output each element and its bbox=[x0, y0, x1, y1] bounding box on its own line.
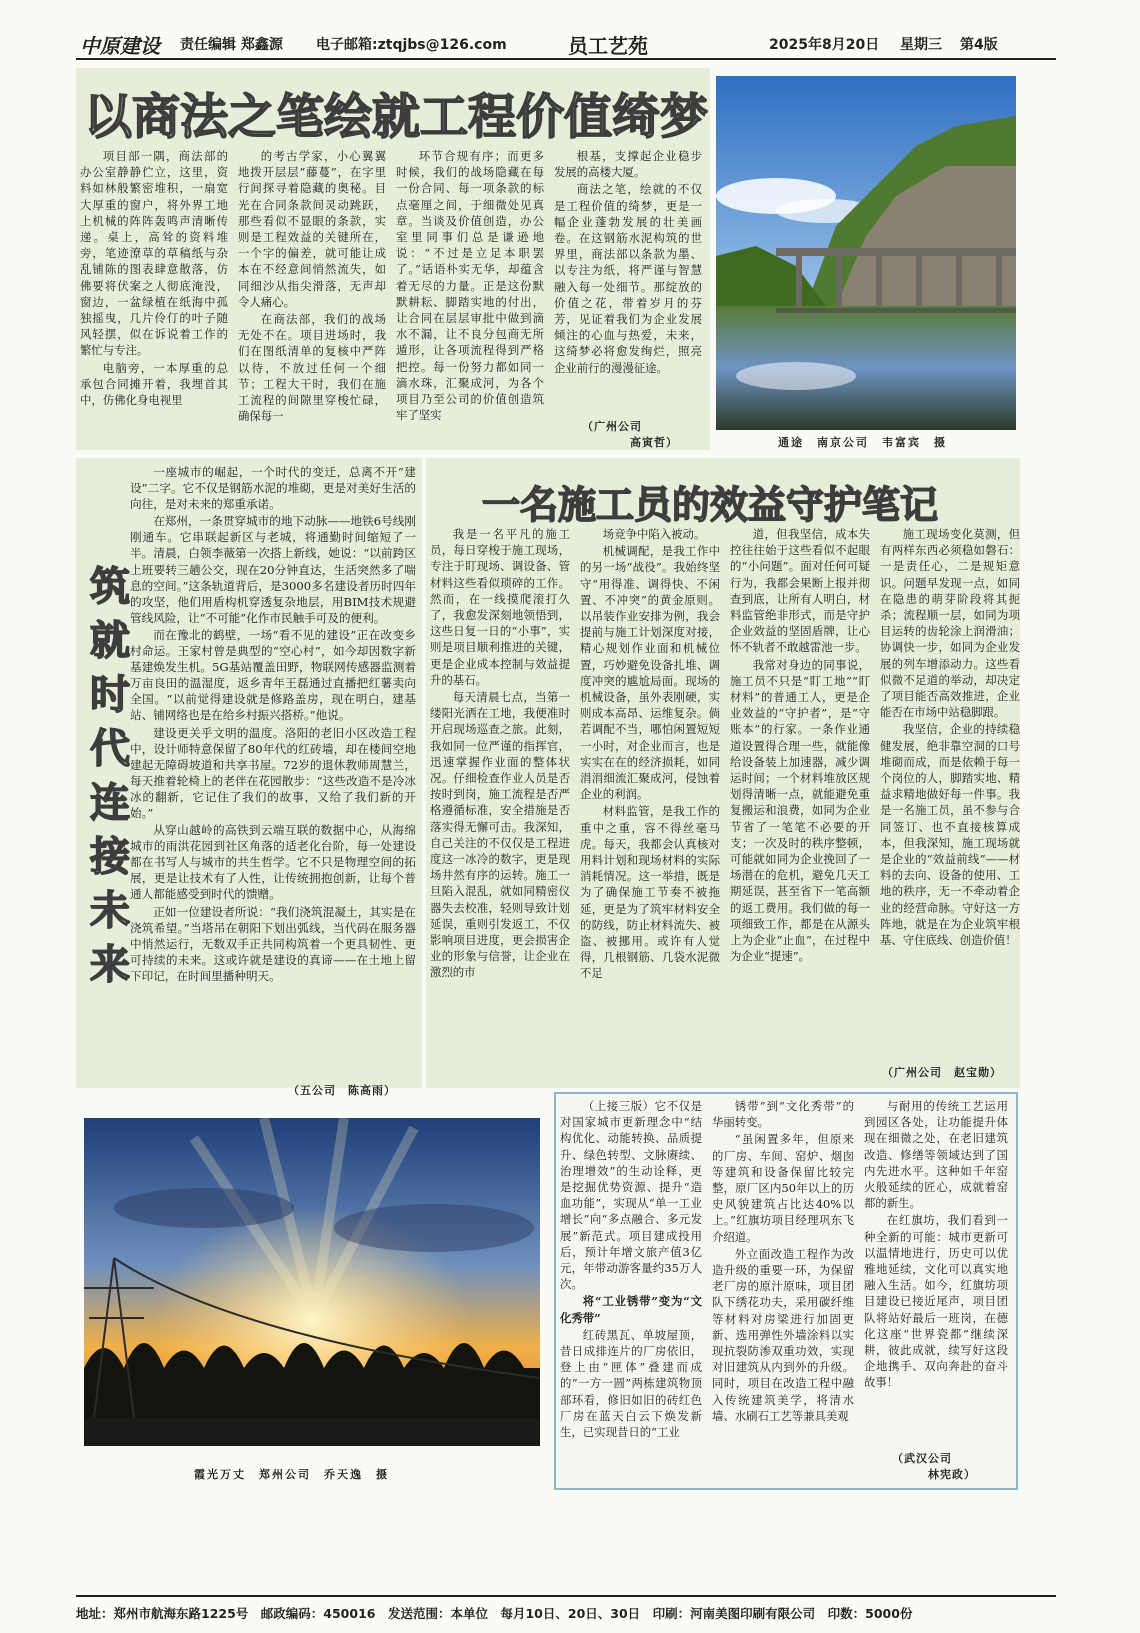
paragraph: 建设更关乎文明的温度。洛阳的老旧小区改造工程中，设计师特意保留了80年代的红砖墙，却在楼间空地建起无障碍坡道和共享书屋。72岁的退休教师周慧兰，每天推着轮椅上的老伴在花园散步：“这些改造不是冷冰冰的翻新，它记住了我们的故事，又给了我们新的开始。” bbox=[130, 725, 416, 820]
paragraph: 根基，支撑起企业稳步发展的高楼大厦。 bbox=[554, 149, 702, 180]
article1-col3 bbox=[396, 148, 544, 450]
paragraph: 场竞争中陷入被动。 bbox=[602, 527, 706, 541]
article3-col1 bbox=[430, 526, 570, 1078]
paragraph: 材料监管，是我工作的重中之重，容不得丝毫马虎。每天，我都会认真核对用料计划和现场材料的实际消耗情况。这一举措，既是为了确保施工节奏不被拖延，更是为了筑牢材料安全的防线，防止材料流失、被盗、被挪用。或许有人觉得，几根钢筋、几袋水泥微不足 bbox=[580, 804, 720, 981]
article1-col2-text bbox=[238, 148, 386, 424]
sunset-photo-image bbox=[84, 1118, 540, 1446]
sunset-photo bbox=[84, 1118, 540, 1446]
article3-col3 bbox=[730, 526, 870, 1078]
article3-col4-text bbox=[880, 526, 1020, 948]
paragraph: 施工现场变化莫测，但有两样东西必须稳如磐石：一是责任心，二是规矩意识。问题早发现一点，如同在隐患的萌芽阶段将其扼杀；流程顺一层，如同为项目运转的齿轮涂上润滑油；协调快一步，如同为企业发展的列车增添动力。这些看似微不足道的举动，却决定了项目能否高效推进，企业能否在市场中站稳脚跟。 bbox=[880, 527, 1020, 720]
bridge-photo bbox=[716, 76, 1016, 430]
paragraph: 机械调配，是我工作中的另一场“战役”。我始终坚守“用得准、调得快、不闲置、不冲突”的黄金原则。以吊装作业安排为例，我会提前与施工计划深度对接，精心规划作业面和机械位置，巧妙避免设备扎堆、调度冲突的尴尬局面。现场的机械设备，虽外表刚硬，实则成本高昂、运维复杂。倘若调配不当，哪怕闲置短短一小时，对企业而言，也是实实在在的经济损耗，如同涓涓细流汇聚成河，侵蚀着企业的利润。 bbox=[580, 544, 720, 802]
article3-author: （广州公司 赵宝勋） bbox=[882, 1066, 1002, 1079]
article1-col2 bbox=[238, 148, 386, 450]
article3-col4 bbox=[880, 526, 1020, 1060]
article3-col2 bbox=[580, 526, 720, 1078]
article4-author-unit: （武汉公司 bbox=[892, 1452, 952, 1465]
paragraph: 在郑州，一条贯穿城市的地下动脉——地铁6号线刚刚通车。它串联起新区与老城，将通勤时间缩短了一半。清晨，白领李薇第一次搭上新线，她说：“以前跨区上班要转三趟公交，现在20分钟直达，生活突然多了喘息的空间。”这条轨道背后，是3000多名建设者历时四年的攻坚，他们用盾构机穿透复杂地层，用BIM技术规避管线风险，让“不可能”化作市民触手可及的便利。 bbox=[130, 514, 416, 625]
paper-name: 中原建设 bbox=[80, 34, 160, 58]
article4-author-name: 林宪政） bbox=[928, 1468, 976, 1481]
paragraph: 在商法部，我们的战场无处不在。项目进场时，我们在图纸清单的复核中严阵以待，不放过任何一个细节；工程大干时，我们在施工流程的间隙里穿梭忙碌，确保每一 bbox=[238, 312, 386, 424]
article4-col1-rest bbox=[560, 1327, 702, 1440]
bridge-photo-caption: 通途 南京公司 韦富宾 摄 bbox=[778, 436, 947, 449]
footer-info: 地址：郑州市航海东路1225号 邮政编码：450016 发送范围：本单位 每月10日、20日、30日 印刷：河南美图印刷有限公司 印数：5000份 bbox=[76, 1606, 913, 1621]
paragraph: 我坚信，企业的持续稳健发展，绝非靠空洞的口号堆砌而成，而是依赖于每一个岗位的人，脚踏实地、精益求精地做好每一件事。我是一名施工员，虽不参与合同签订、也不直接核算成本，但我深知，施工现场就是企业的“效益前线”——材料的去向、设备的使用、工地的秩序，无一不牵动着企业的经营命脉。守好这一方阵地，就是在为企业筑牢根基、守住底线、创造价值！ bbox=[880, 722, 1020, 948]
paragraph: 锈带”到“文化秀带”的华丽转变。 bbox=[712, 1099, 854, 1130]
paragraph: 我常对身边的同事说，施工员不只是“盯工地”“盯材料”的普通工人，更是企业效益的“守护者”，是“守账本”的行家。一条作业通道设置得合理一些，就能像给设备装上加速器，减少调运时间；一个材料堆放区规划得清晰一点，就能避免重复搬运和浪费，如同为企业节省了一笔笔不必要的开支；一次及时的秩序整顿，可能就如同为企业挽回了一场潜在的危机，避免几天工期延误，甚至省下一笔高额的返工费用。我们做的每一项细致工作，都是在从源头上为企业“止血”，在过程中为企业“提速”。 bbox=[730, 657, 870, 964]
article3-col3-text bbox=[730, 526, 870, 964]
bridge-photo-image bbox=[716, 76, 1016, 430]
article3-col2-text bbox=[580, 526, 720, 982]
article4-col2-text bbox=[712, 1098, 854, 1424]
article2-title: 筑就时代连接未来 bbox=[90, 564, 130, 988]
paragraph: 道，但我坚信，成本失控往往始于这些看似不起眼的“小问题”。面对任何可疑行为，我都会果断上报并彻查到底，让所有人明白，材料监管绝非形式，而是守护企业效益的坚固盾牌，让心怀不轨者不敢越雷池一步。 bbox=[730, 527, 870, 655]
article1-title: 以商法之笔绘就工程价值绮梦 bbox=[84, 89, 709, 145]
sunset-photo-caption: 霞光万丈 郑州公司 乔天逸 摄 bbox=[194, 1468, 389, 1481]
editor-label: 责任编辑 郑鑫源 bbox=[180, 37, 283, 53]
paragraph: 环节合规有序；而更多时候，我们的战场隐藏在每一份合同、每一项条款的标点毫厘之间，于细微处见真章。当谈及价值创造，办公室里同事们总是谦逊地说：“不过是立足本职罢了。”话语朴实无华，却蕴含着无尽的力量。正是这份默默耕耘、脚踏实地的付出，让合同在层层审批中做到滴水不漏，让不良分包商无所遁形，让各项流程得到严格把控。每一份努力都如同一滴水珠，汇聚成河，为各个项目乃至公司的价值创造筑牢了坚实 bbox=[396, 149, 544, 423]
article1-col1 bbox=[80, 148, 228, 450]
article4-col3-text bbox=[864, 1098, 1008, 1391]
article1-col1-text bbox=[80, 148, 228, 408]
issue-date: 2025年8月20日 bbox=[769, 37, 880, 53]
paragraph: 与耐用的传统工艺运用到园区各处，让功能提升体现在细微之处，在老旧建筑改造、修缮等领域达到了国内先进水平。这种如千年窑火般延续的匠心，成就着窑都的新生。 bbox=[864, 1099, 1008, 1211]
article3-col1-text bbox=[430, 526, 570, 981]
article4-col2 bbox=[712, 1098, 854, 1478]
article2-body bbox=[130, 464, 416, 1064]
article2-body-text bbox=[130, 464, 416, 984]
paragraph: 外立面改造工程作为改造升级的重要一环，为保留老厂房的原汁原味，项目团队下绣花功夫，采用碳纤维等材料对房梁进行加固更新、选用弹性外墙涂料以实现抗裂防渗双重功效，实现对旧建筑从内到外的升级。同时，项目在改造工程中融入传统建筑美学，将清水墙、水刷石工艺等兼具美观 bbox=[712, 1246, 854, 1423]
paragraph: 的考古学家，小心翼翼地拨开层层“藤蔓”，在字里行间探寻着隐藏的奥秘。目光在合同条款间灵动跳跃，那些看似不显眼的条款，实则是工程效益的关键所在，一个字的偏差，就可能让成本在不经意间悄然流失，如同细沙从指尖滑落，无声却令人痛心。 bbox=[238, 149, 386, 309]
article1-col4-text bbox=[554, 148, 702, 376]
article1-author-name: 高寅哲） bbox=[630, 436, 678, 449]
article3-title: 一名施工员的效益守护笔记 bbox=[482, 483, 939, 527]
article1-author-unit: （广州公司 bbox=[582, 420, 642, 433]
paragraph: “虽闲置多年，但原来的厂房、车间、窑炉、烟囱等建筑和设备保留比较完整，原厂区内50年以上的历史风貌建筑占比达40%以上。”红旗坊项目经理巩东飞介绍道。 bbox=[712, 1132, 854, 1244]
paragraph: 电脑旁，一本厚重的总承包合同摊开着，我埋首其中，仿佛化身电视里 bbox=[80, 360, 228, 408]
paragraph: 正如一位建设者所说：“我们浇筑混凝土，其实是在浇筑希望。”当塔吊在朝阳下划出弧线，当代码在服务器中悄然运行，无数双手正共同构筑着一个更具韧性、更可持续的未来。这或许就是建设的真谛——在土地上留下印记，在时间里播种明天。 bbox=[130, 904, 416, 983]
paragraph: 而在豫北的鹤壁，一场“看不见的建设”正在改变乡村命运。王家村曾是典型的“空心村”，如今却因数字新基建焕发生机。5G基站覆盖田野，物联网传感器监测着万亩良田的温湿度，返乡青年王磊通过直播把红薯卖向全国。“以前觉得建设就是修路盖房，现在明白，建基站、铺网络也是在给乡村振兴搭桥。”他说。 bbox=[130, 627, 416, 723]
article4-col1-intro bbox=[560, 1098, 702, 1292]
article2-author: （五公司 陈高雨） bbox=[288, 1084, 396, 1097]
paragraph: 商法之笔，绘就的不仅是工程价值的绮梦，更是一幅企业蓬勃发展的壮美画卷。在这钢筋水泥构筑的世界里，商法部以条款为墨、以专注为纸，将严谨与智慧融入每一处细节。那绽放的价值之花，带着岁月的芬芳，见证着我们为企业发展倾注的心血与热爱，未来，这绮梦必将愈发绚烂，照亮企业前行的漫漫征途。 bbox=[554, 182, 702, 375]
paragraph: 每天清晨七点，当第一缕阳光洒在工地，我便准时开启现场巡查之旅。此刻，我如同一位严谨的指挥官，迅速掌握作业面的整体状况。仔细检查作业人员是否按时到岗，施工流程是否严格遵循标准，安全措施是否落实得无懈可击。我深知，自己关注的不仅仅是工程进度这一冰冷的数字，更是现场井然有序的运转。施工一旦陷入混乱，就如同精密仪器失去校准，轻则导致计划延误，重则引发返工，不仅影响项目进度，更会损害企业的形象与信誉，让企业在激烈的市 bbox=[430, 690, 570, 980]
article1-col4 bbox=[554, 148, 702, 414]
email-label: 电子邮箱:ztqjbs@126.com bbox=[316, 37, 507, 53]
paragraph: （上接三版）它不仅是对国家城市更新理念中“结构优化、动能转换、品质提升、绿色转型、文脉赓续、治理增效”的生动诠释，更是挖掘优势资源、提升“造血功能”，实现从“单一工业增长”向“多点融合、多元发展”新范式。项目建成投用后，预计年增文旅产值3亿元，年带动游客量约35万人次。 bbox=[560, 1099, 702, 1292]
paragraph: 我是一名平凡的施工员，每日穿梭于施工现场，专注于盯现场、调设备、管材料这些看似琐碎的工作。然而，在一线摸爬滚打久了，我愈发深刻地领悟到，这些日复一日的“小事”，实则是项目顺利推进的关键，更是企业成本控制与效益提升的基石。 bbox=[430, 527, 570, 687]
paragraph: 项目部一隅，商法部的办公室静静伫立，这里，资料如林般繁密堆积，一扇宽大厚重的窗户，将外界工地上机械的阵阵轰鸣声清晰传递。桌上，高耸的资料堆旁，笔迹潦草的草稿纸与杂乱铺陈的图表肆意散落，仿佛要将伏案之人彻底淹没，窗边，一盆绿植在纸海中孤独摇曳，几片伶仃的叶子随风轻摆，似在诉说着工作的繁忙与专注。 bbox=[80, 149, 228, 358]
page-number: 第4版 bbox=[960, 37, 998, 53]
article4-subhead: 将“工业锈带”变为“文化秀带” bbox=[560, 1294, 702, 1325]
section-title: 员工艺苑 bbox=[568, 34, 648, 58]
footer-bar bbox=[76, 1595, 1056, 1623]
paragraph: 在红旗坊，我们看到一种全新的可能：城市更新可以温情地进行，历史可以优雅地延续，文化可以真实地融入生活。如今，红旗坊项目建设已接近尾声，项目团队将站好最后一班岗，在德化这座“世界瓷都”继续深耕，彼此成就，续写好这段企地携手、双向奔赴的奋斗故事！ bbox=[864, 1213, 1008, 1390]
article4-col3 bbox=[864, 1098, 1008, 1442]
paragraph: 一座城市的崛起，一个时代的变迁，总离不开“建设”二字。它不仅是钢筋水泥的堆砌，更是对美好生活的向往，是对未来的郑重承诺。 bbox=[130, 465, 416, 512]
paragraph: 红砖黑瓦、单坡屋顶，昔日成排连片的厂房依旧，登上由“匣体”叠建而成的“一方一圆”两栋建筑物顶部环看，修旧如旧的砖红色厂房在蓝天白云下焕发新生，已实现昔日的“工业 bbox=[560, 1327, 702, 1440]
paragraph: 从穿山越岭的高铁到云端互联的数据中心，从海绵城市的雨洪花园到社区角落的适老化台阶，每一处建设都在书写人与城市的共生哲学。它不只是物理空间的拓展，更是让技术有了人性，让传统拥抱创新，让每个普通人都能感受到时代的馈赠。 bbox=[130, 823, 416, 902]
article4-col1 bbox=[560, 1098, 702, 1478]
issue-weekday: 星期三 bbox=[900, 37, 942, 53]
masthead-bar bbox=[76, 30, 1056, 60]
article1-col3-text bbox=[396, 148, 544, 423]
